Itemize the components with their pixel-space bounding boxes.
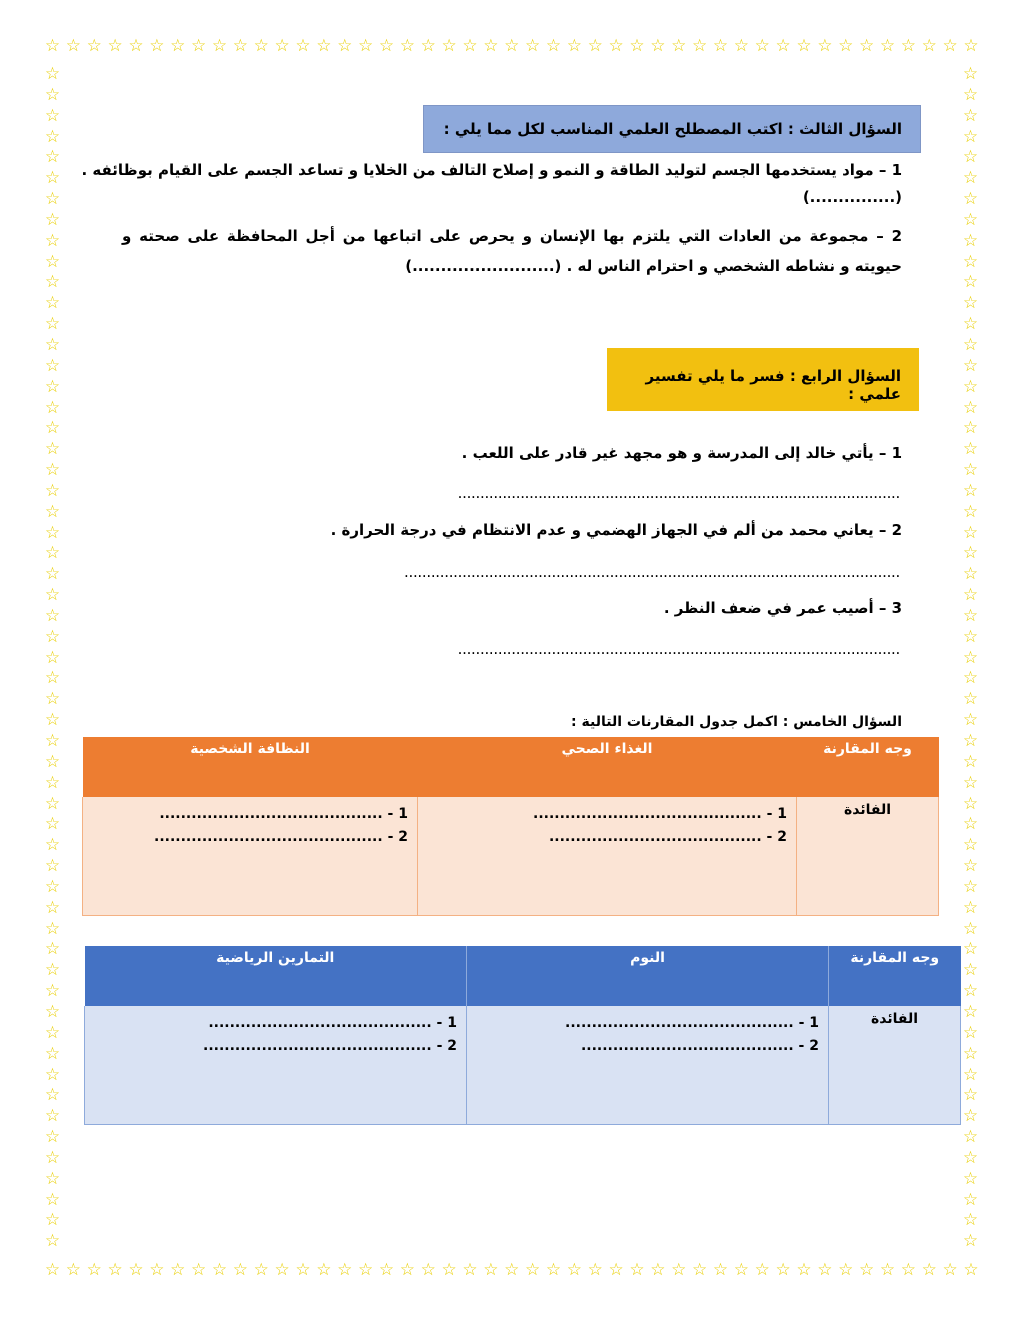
star-outline-icon: ☆ <box>44 793 61 814</box>
star-outline-icon: ☆ <box>754 1260 770 1280</box>
star-outline-icon: ☆ <box>337 1260 353 1280</box>
star-outline-icon: ☆ <box>962 293 979 314</box>
star-outline-icon: ☆ <box>399 36 415 56</box>
star-outline-icon: ☆ <box>378 36 395 56</box>
star-outline-icon: ☆ <box>128 1260 144 1280</box>
star-outline-icon: ☆ <box>191 1260 207 1280</box>
star-outline-icon: ☆ <box>44 564 61 585</box>
star-outline-icon: ☆ <box>962 168 979 189</box>
star-outline-icon: ☆ <box>671 1260 687 1280</box>
star-outline-icon: ☆ <box>962 1189 979 1210</box>
q3-item1-line2: (...............) <box>802 188 902 206</box>
star-outline-icon: ☆ <box>962 501 979 522</box>
star-outline-icon: ☆ <box>629 36 645 56</box>
star-outline-icon: ☆ <box>441 36 457 56</box>
bottom-star-border <box>44 1262 980 1282</box>
star-outline-icon: ☆ <box>962 981 979 1002</box>
star-outline-icon: ☆ <box>44 689 61 710</box>
star-outline-icon: ☆ <box>378 1260 395 1280</box>
star-outline-icon: ☆ <box>733 1260 749 1280</box>
star-outline-icon: ☆ <box>441 1260 457 1280</box>
star-outline-icon: ☆ <box>44 355 61 376</box>
star-outline-icon: ☆ <box>962 918 979 939</box>
star-outline-icon: ☆ <box>274 1260 290 1280</box>
star-outline-icon: ☆ <box>44 460 61 481</box>
star-outline-icon: ☆ <box>44 293 61 314</box>
star-outline-icon: ☆ <box>232 1260 248 1280</box>
star-outline-icon: ☆ <box>44 105 61 126</box>
star-outline-icon: ☆ <box>128 36 144 56</box>
star-outline-icon: ☆ <box>608 36 624 56</box>
table2-exercise-line-2: 2 - ........................................... <box>203 1038 457 1054</box>
star-outline-icon: ☆ <box>962 376 979 397</box>
star-outline-icon: ☆ <box>962 126 979 147</box>
star-outline-icon: ☆ <box>504 36 520 56</box>
star-outline-icon: ☆ <box>107 36 123 56</box>
star-outline-icon: ☆ <box>44 1022 61 1043</box>
star-outline-icon: ☆ <box>545 36 562 56</box>
star-outline-icon: ☆ <box>962 710 979 731</box>
star-outline-icon: ☆ <box>44 126 61 147</box>
star-outline-icon: ☆ <box>44 731 61 751</box>
star-outline-icon: ☆ <box>44 501 61 522</box>
star-outline-icon: ☆ <box>44 897 61 918</box>
star-outline-icon: ☆ <box>962 876 979 897</box>
table1-header-healthy-food: الغذاء الصحي <box>561 741 653 757</box>
q3-item2: 2 – مجموعة من العادات التي يلتزم بها الإنسان و يحرص على اتباعها من أجل المحافظة على صحته و حيويته و نشاطه الشخصي و احترام الناس له . (.........................) <box>122 227 902 275</box>
star-outline-icon: ☆ <box>962 314 979 335</box>
star-outline-icon: ☆ <box>316 1260 332 1280</box>
star-outline-icon: ☆ <box>211 1260 228 1280</box>
star-outline-icon: ☆ <box>692 36 708 56</box>
star-outline-icon: ☆ <box>962 751 979 772</box>
star-outline-icon: ☆ <box>545 1260 562 1280</box>
star-outline-icon: ☆ <box>962 1127 979 1148</box>
star-outline-icon: ☆ <box>962 1043 979 1064</box>
star-outline-icon: ☆ <box>962 1064 979 1085</box>
star-outline-icon: ☆ <box>44 981 61 1002</box>
star-outline-icon: ☆ <box>149 36 165 56</box>
star-outline-icon: ☆ <box>525 36 541 56</box>
star-outline-icon: ☆ <box>44 1127 61 1148</box>
star-outline-icon: ☆ <box>587 36 603 56</box>
q3-item1-line1: 1 – مواد يستخدمها الجسم لتوليد الطاقة و النمو و إصلاح التالف من الخلايا و تساعد الجسم على القيام بوظائفه . <box>81 161 902 179</box>
table1-header-aspect: وجه المقارنة <box>823 741 912 757</box>
star-outline-icon: ☆ <box>962 147 979 168</box>
star-outline-icon: ☆ <box>962 1022 979 1043</box>
star-outline-icon: ☆ <box>921 1260 937 1280</box>
star-outline-icon: ☆ <box>483 36 499 56</box>
star-outline-icon: ☆ <box>44 647 61 668</box>
star-outline-icon: ☆ <box>775 1260 791 1280</box>
comparison-table-1 <box>82 737 939 916</box>
star-outline-icon: ☆ <box>358 36 374 56</box>
star-outline-icon: ☆ <box>462 1260 478 1280</box>
star-outline-icon: ☆ <box>44 522 61 543</box>
star-outline-icon: ☆ <box>566 36 582 56</box>
star-outline-icon: ☆ <box>962 105 979 126</box>
star-outline-icon: ☆ <box>44 1106 61 1127</box>
star-outline-icon: ☆ <box>44 334 61 355</box>
star-outline-icon: ☆ <box>962 209 979 230</box>
star-outline-icon: ☆ <box>44 36 61 56</box>
star-outline-icon: ☆ <box>962 460 979 481</box>
star-outline-icon: ☆ <box>629 1260 645 1280</box>
star-outline-icon: ☆ <box>962 334 979 355</box>
star-outline-icon: ☆ <box>65 1260 81 1280</box>
star-outline-icon: ☆ <box>44 710 61 731</box>
star-outline-icon: ☆ <box>962 689 979 710</box>
star-outline-icon: ☆ <box>44 168 61 189</box>
star-outline-icon: ☆ <box>211 36 228 56</box>
star-outline-icon: ☆ <box>817 36 833 56</box>
table1-hygiene-line-1: 1 - .......................................... <box>159 806 408 822</box>
star-outline-icon: ☆ <box>44 835 61 856</box>
star-outline-icon: ☆ <box>44 918 61 939</box>
star-outline-icon: ☆ <box>962 272 979 293</box>
star-outline-icon: ☆ <box>44 314 61 335</box>
star-outline-icon: ☆ <box>962 355 979 376</box>
star-outline-icon: ☆ <box>962 480 979 501</box>
star-outline-icon: ☆ <box>962 1210 979 1231</box>
star-outline-icon: ☆ <box>462 36 478 56</box>
star-outline-icon: ☆ <box>962 835 979 856</box>
star-outline-icon: ☆ <box>962 543 979 564</box>
star-outline-icon: ☆ <box>44 751 61 772</box>
star-outline-icon: ☆ <box>191 36 207 56</box>
q4-item2-answer-line: ............................................................................................................... <box>404 563 900 581</box>
star-outline-icon: ☆ <box>483 1260 499 1280</box>
left-star-border <box>44 66 64 1251</box>
table1-hygiene-line-2: 2 - ........................................... <box>154 829 408 845</box>
star-outline-icon: ☆ <box>962 230 979 251</box>
star-outline-icon: ☆ <box>149 1260 165 1280</box>
star-outline-icon: ☆ <box>316 36 332 56</box>
star-outline-icon: ☆ <box>942 36 958 56</box>
star-outline-icon: ☆ <box>962 897 979 918</box>
q4-title-box <box>607 348 919 411</box>
star-outline-icon: ☆ <box>817 1260 833 1280</box>
star-outline-icon: ☆ <box>962 856 979 877</box>
right-star-border <box>962 66 982 1251</box>
table2-benefit-label: الفائدة <box>871 1011 918 1027</box>
table2-exercise-line-1: 1 - .......................................... <box>208 1015 457 1031</box>
table2-cell-sleep <box>467 1006 829 1125</box>
star-outline-icon: ☆ <box>671 36 687 56</box>
star-outline-icon: ☆ <box>796 1260 812 1280</box>
star-outline-icon: ☆ <box>650 36 666 56</box>
q4-item1: 1 – يأتي خالد إلى المدرسة و هو مجهد غير قادر على اللعب . <box>461 444 902 462</box>
star-outline-icon: ☆ <box>608 1260 624 1280</box>
star-outline-icon: ☆ <box>420 1260 436 1280</box>
star-outline-icon: ☆ <box>253 1260 269 1280</box>
star-outline-icon: ☆ <box>796 36 812 56</box>
table2-header-aspect: وجه المقارنة <box>829 946 961 1006</box>
star-outline-icon: ☆ <box>962 1085 979 1106</box>
star-outline-icon: ☆ <box>44 585 61 606</box>
star-outline-icon: ☆ <box>44 814 61 835</box>
star-outline-icon: ☆ <box>962 939 979 960</box>
star-outline-icon: ☆ <box>962 668 979 689</box>
star-outline-icon: ☆ <box>712 1260 729 1280</box>
star-outline-icon: ☆ <box>900 1260 916 1280</box>
star-outline-icon: ☆ <box>962 1001 979 1022</box>
star-outline-icon: ☆ <box>962 418 979 439</box>
star-outline-icon: ☆ <box>942 1260 958 1280</box>
star-outline-icon: ☆ <box>838 1260 854 1280</box>
star-outline-icon: ☆ <box>44 856 61 877</box>
star-outline-icon: ☆ <box>900 36 916 56</box>
q3-title-box <box>423 105 921 153</box>
star-outline-icon: ☆ <box>44 189 61 210</box>
star-outline-icon: ☆ <box>295 36 311 56</box>
star-outline-icon: ☆ <box>44 605 61 626</box>
table2-cell-exercise <box>85 1006 467 1125</box>
star-outline-icon: ☆ <box>962 522 979 543</box>
star-outline-icon: ☆ <box>962 960 979 981</box>
star-outline-icon: ☆ <box>44 668 61 689</box>
star-outline-icon: ☆ <box>44 1168 61 1189</box>
comparison-table-2 <box>84 946 961 1125</box>
star-outline-icon: ☆ <box>337 36 353 56</box>
table1-cell-healthy-food <box>418 797 797 916</box>
table1-header-personal-hygiene: النظافة الشخصية <box>190 741 310 757</box>
table1-benefit-label: الفائدة <box>844 802 891 818</box>
star-outline-icon: ☆ <box>962 1168 979 1189</box>
star-outline-icon: ☆ <box>838 36 854 56</box>
star-outline-icon: ☆ <box>44 1260 61 1280</box>
star-outline-icon: ☆ <box>65 36 81 56</box>
star-outline-icon: ☆ <box>692 1260 708 1280</box>
star-outline-icon: ☆ <box>44 1210 61 1231</box>
star-outline-icon: ☆ <box>962 772 979 793</box>
star-outline-icon: ☆ <box>295 1260 311 1280</box>
star-outline-icon: ☆ <box>859 1260 875 1280</box>
star-outline-icon: ☆ <box>44 84 61 105</box>
star-outline-icon: ☆ <box>44 939 61 960</box>
star-outline-icon: ☆ <box>86 1260 102 1280</box>
q4-item2: 2 – يعاني محمد من ألم في الجهاز الهضمي و عدم الانتظام في درجة الحرارة . <box>330 521 902 539</box>
star-outline-icon: ☆ <box>962 1147 979 1168</box>
q5-title: السؤال الخامس : اكمل جدول المقارنات التالية : <box>571 714 902 730</box>
star-outline-icon: ☆ <box>775 36 791 56</box>
star-outline-icon: ☆ <box>962 1231 979 1252</box>
star-outline-icon: ☆ <box>44 272 61 293</box>
star-outline-icon: ☆ <box>962 605 979 626</box>
star-outline-icon: ☆ <box>962 647 979 668</box>
star-outline-icon: ☆ <box>566 1260 582 1280</box>
star-outline-icon: ☆ <box>962 731 979 751</box>
star-outline-icon: ☆ <box>962 84 979 105</box>
star-outline-icon: ☆ <box>44 1147 61 1168</box>
star-outline-icon: ☆ <box>44 626 61 647</box>
star-outline-icon: ☆ <box>399 1260 415 1280</box>
q4-item3-answer-line: ................................................................................................... <box>457 640 900 658</box>
star-outline-icon: ☆ <box>44 64 61 84</box>
star-outline-icon: ☆ <box>358 1260 374 1280</box>
star-outline-icon: ☆ <box>733 36 749 56</box>
star-outline-icon: ☆ <box>44 1189 61 1210</box>
star-outline-icon: ☆ <box>44 1043 61 1064</box>
star-outline-icon: ☆ <box>107 1260 123 1280</box>
star-outline-icon: ☆ <box>962 626 979 647</box>
q4-item3: 3 – أصيب عمر في ضعف النظر . <box>663 599 902 617</box>
table2-header-exercise: التمارين الرياضية <box>216 950 335 966</box>
star-outline-icon: ☆ <box>44 251 61 272</box>
star-outline-icon: ☆ <box>962 439 979 460</box>
star-outline-icon: ☆ <box>963 36 979 56</box>
star-outline-icon: ☆ <box>754 36 770 56</box>
star-outline-icon: ☆ <box>44 397 61 418</box>
table2-header-sleep: النوم <box>467 946 829 1006</box>
star-outline-icon: ☆ <box>44 230 61 251</box>
table2-sleep-line-1: 1 - ........................................... <box>565 1015 819 1031</box>
star-outline-icon: ☆ <box>44 772 61 793</box>
star-outline-icon: ☆ <box>962 189 979 210</box>
star-outline-icon: ☆ <box>44 1001 61 1022</box>
table1-food-line-1: 1 - ........................................... <box>533 806 787 822</box>
star-outline-icon: ☆ <box>962 793 979 814</box>
top-star-border <box>44 38 980 58</box>
q4-title: السؤال الرابع : فسر ما يلي تفسير علمي : <box>645 367 901 403</box>
star-outline-icon: ☆ <box>44 1085 61 1106</box>
star-outline-icon: ☆ <box>525 1260 541 1280</box>
star-outline-icon: ☆ <box>253 36 269 56</box>
star-outline-icon: ☆ <box>650 1260 666 1280</box>
star-outline-icon: ☆ <box>44 376 61 397</box>
table2-sleep-line-2: 2 - ........................................ <box>580 1038 819 1054</box>
star-outline-icon: ☆ <box>44 543 61 564</box>
star-outline-icon: ☆ <box>44 1231 61 1252</box>
star-outline-icon: ☆ <box>587 1260 603 1280</box>
star-outline-icon: ☆ <box>44 147 61 168</box>
q4-item1-answer-line: ................................................................................................... <box>457 484 900 502</box>
star-outline-icon: ☆ <box>44 1064 61 1085</box>
star-outline-icon: ☆ <box>962 397 979 418</box>
star-outline-icon: ☆ <box>44 209 61 230</box>
star-outline-icon: ☆ <box>879 1260 896 1280</box>
table1-cell-hygiene <box>83 797 418 916</box>
table1-row-label <box>797 797 939 916</box>
star-outline-icon: ☆ <box>921 36 937 56</box>
star-outline-icon: ☆ <box>962 251 979 272</box>
star-outline-icon: ☆ <box>170 36 186 56</box>
star-outline-icon: ☆ <box>962 564 979 585</box>
star-outline-icon: ☆ <box>962 585 979 606</box>
table2-row-label <box>829 1006 961 1125</box>
star-outline-icon: ☆ <box>274 36 290 56</box>
star-outline-icon: ☆ <box>712 36 729 56</box>
star-outline-icon: ☆ <box>879 36 896 56</box>
star-outline-icon: ☆ <box>232 36 248 56</box>
q3-title: السؤال الثالث : اكتب المصطلح العلمي المناسب لكل مما يلي : <box>443 120 902 138</box>
star-outline-icon: ☆ <box>962 1106 979 1127</box>
star-outline-icon: ☆ <box>44 418 61 439</box>
star-outline-icon: ☆ <box>86 36 102 56</box>
star-outline-icon: ☆ <box>962 814 979 835</box>
table1-food-line-2: 2 - ........................................ <box>548 829 787 845</box>
star-outline-icon: ☆ <box>44 439 61 460</box>
star-outline-icon: ☆ <box>420 36 436 56</box>
star-outline-icon: ☆ <box>44 480 61 501</box>
star-outline-icon: ☆ <box>859 36 875 56</box>
star-outline-icon: ☆ <box>44 960 61 981</box>
star-outline-icon: ☆ <box>963 1260 979 1280</box>
star-outline-icon: ☆ <box>170 1260 186 1280</box>
star-outline-icon: ☆ <box>504 1260 520 1280</box>
star-outline-icon: ☆ <box>44 876 61 897</box>
star-outline-icon: ☆ <box>962 64 979 84</box>
